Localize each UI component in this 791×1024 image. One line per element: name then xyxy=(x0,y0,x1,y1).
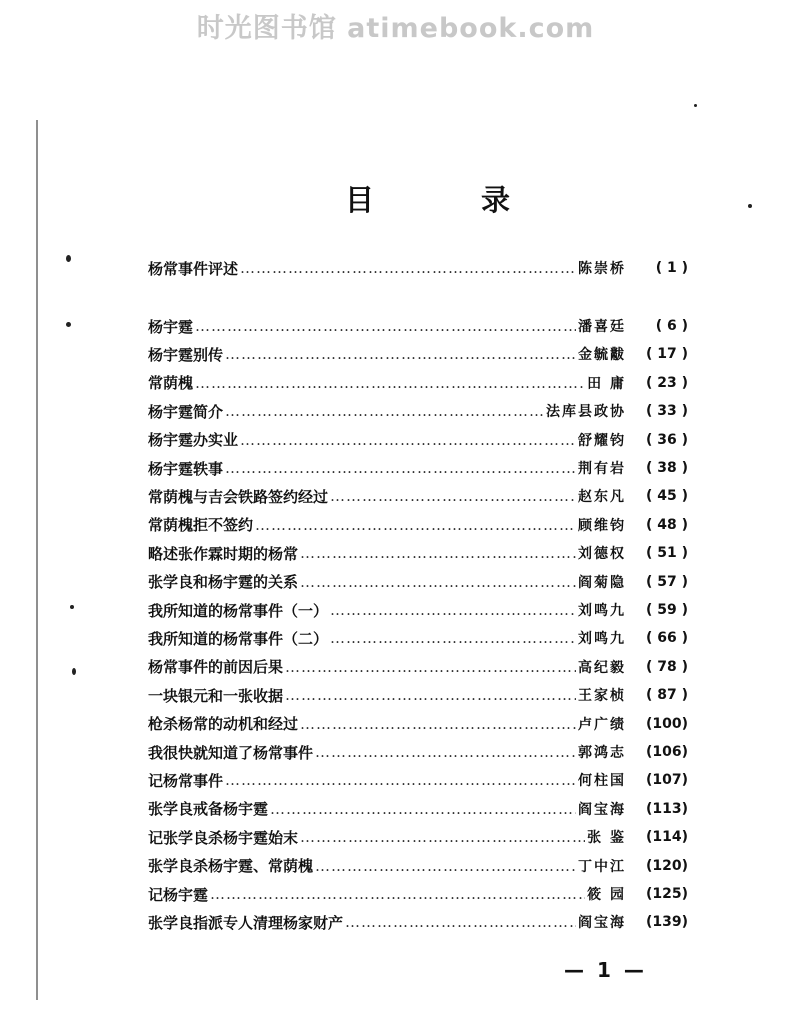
dot-leader xyxy=(210,885,585,903)
toc-entry-title: 我所知道的杨常事件（二） xyxy=(148,629,329,648)
toc-entry-title: 记张学良杀杨宇霆始末 xyxy=(148,828,299,847)
toc-entry-author: 阎宝海 xyxy=(578,915,626,932)
dot-leader xyxy=(255,516,576,534)
toc-entry-author: 筱 园 xyxy=(587,887,626,903)
toc-entry xyxy=(148,256,688,280)
scan-speck xyxy=(72,668,76,675)
toc-entry-title: 杨常事件评述 xyxy=(148,259,239,278)
toc-entry-page: (106) xyxy=(645,744,688,760)
toc-entry-title: 杨宇霆 xyxy=(148,317,194,336)
toc-entry-author: 法库县政协 xyxy=(546,404,626,421)
dot-leader xyxy=(195,374,585,392)
binding-edge-line xyxy=(36,120,38,1000)
toc-entry-title: 常荫槐拒不签约 xyxy=(148,516,254,535)
toc-entry-author: 刘鸣九 xyxy=(578,603,626,619)
toc-entry-title: 杨宇霆办实业 xyxy=(148,431,239,450)
toc-entry-author: 陈崇桥 xyxy=(578,261,626,277)
toc-entry-title: 杨宇霆简介 xyxy=(148,402,224,421)
toc-entry xyxy=(148,712,688,736)
dot-leader xyxy=(285,658,576,676)
toc-entry-author: 张 鉴 xyxy=(587,830,626,847)
toc-entry-page: ( 57 ) xyxy=(645,573,688,590)
toc-entry-title: 记杨宇霆 xyxy=(148,885,209,904)
toc-entry-author: 卢广绩 xyxy=(578,716,626,733)
toc-entry-title: 杨常事件的前因后果 xyxy=(148,658,284,677)
toc-entry-author: 王家桢 xyxy=(578,688,626,705)
toc-entry-title: 一块银元和一张收据 xyxy=(148,686,284,705)
toc-entry-page: ( 33 ) xyxy=(645,403,688,420)
toc-entry-title: 略述张作霖时期的杨常 xyxy=(148,544,299,563)
toc-entry-page: ( 66 ) xyxy=(645,630,688,647)
title-char-2: 录 xyxy=(480,183,510,217)
dot-leader xyxy=(300,544,576,562)
toc-entry-title: 常荫槐 xyxy=(148,374,194,393)
toc-entry xyxy=(148,797,688,821)
toc-entry-author: 荆有岩 xyxy=(578,461,626,477)
toc-entry xyxy=(148,683,688,707)
toc-entry xyxy=(148,541,688,565)
toc-entry xyxy=(148,314,688,338)
toc-entry-author: 刘德权 xyxy=(578,546,626,563)
toc-entry-page: ( 1 ) xyxy=(655,260,688,276)
toc-entry-title: 张学良杀杨宇霆、常荫槐 xyxy=(148,857,314,876)
toc-entry-author: 刘鸣九 xyxy=(578,631,626,648)
toc-entry-page: ( 45 ) xyxy=(645,488,688,505)
dot-leader xyxy=(300,715,576,733)
toc-entry-author: 郭鸿志 xyxy=(578,745,626,761)
toc-entry-title: 记杨常事件 xyxy=(148,771,224,790)
toc-entry-author: 舒耀钧 xyxy=(578,432,626,449)
toc-entry-page: (139) xyxy=(645,914,688,931)
dot-leader xyxy=(225,771,576,789)
toc-entry-page: ( 48 ) xyxy=(645,516,688,533)
toc-entry-page: (113) xyxy=(645,800,688,817)
toc-entry-title: 常荫槐与吉会铁路签约经过 xyxy=(148,487,329,506)
dot-leader xyxy=(240,259,576,277)
toc-entry-title: 张学良戒备杨宇霆 xyxy=(148,800,269,819)
toc-entry-title: 杨宇霆轶事 xyxy=(148,459,224,478)
scan-speck xyxy=(66,255,71,262)
toc-entry xyxy=(148,626,688,650)
dot-leader xyxy=(345,913,576,931)
toc-entry-author: 金毓黻 xyxy=(578,347,626,364)
toc-entry xyxy=(148,456,688,480)
toc-entry-page: ( 78 ) xyxy=(645,658,688,675)
toc-entry xyxy=(148,825,688,849)
toc-entry xyxy=(148,598,688,622)
toc-entry xyxy=(148,484,688,508)
toc-entry-author: 阎菊隐 xyxy=(578,574,626,591)
toc-entry-page: ( 51 ) xyxy=(645,545,688,562)
dot-leader xyxy=(225,402,544,420)
toc-entry-title: 张学良和杨宇霆的关系 xyxy=(148,573,299,592)
dot-leader xyxy=(195,317,576,335)
toc-entry-page: ( 36 ) xyxy=(645,431,688,448)
dot-leader xyxy=(330,629,576,647)
dot-leader xyxy=(240,431,576,449)
toc-entry-title: 杨宇霆别传 xyxy=(148,345,224,364)
toc-entry xyxy=(148,768,688,792)
scan-speck xyxy=(694,104,697,107)
toc-entry-author: 阎宝海 xyxy=(578,801,626,818)
scan-speck xyxy=(66,322,71,327)
toc-entry-page: ( 87 ) xyxy=(645,687,688,704)
toc-entry-page: (125) xyxy=(645,886,688,902)
title-char-1: 目 xyxy=(345,183,375,217)
toc-entry-page: ( 17 ) xyxy=(645,346,688,363)
toc-entry-author: 赵东凡 xyxy=(578,489,626,506)
dot-leader xyxy=(315,743,576,761)
toc-entry-author: 潘喜廷 xyxy=(578,319,626,335)
toc-entry xyxy=(148,882,688,906)
toc-entry xyxy=(148,371,688,395)
toc-entry xyxy=(148,513,688,537)
page-number: — 1 — xyxy=(564,958,647,982)
toc-entry-page: (114) xyxy=(645,829,688,846)
toc-entry xyxy=(148,342,688,366)
toc-entry-page: (100) xyxy=(645,715,688,732)
toc-entry xyxy=(148,428,688,452)
toc-entry-title: 我很快就知道了杨常事件 xyxy=(148,743,314,762)
toc-entry xyxy=(148,854,688,878)
toc-entry-title: 张学良指派专人清理杨家财产 xyxy=(148,913,344,932)
toc-entry-author: 丁中江 xyxy=(578,858,626,875)
scan-speck xyxy=(70,605,74,609)
toc-entry-page: ( 38 ) xyxy=(645,460,688,476)
dot-leader xyxy=(225,345,576,363)
dot-leader xyxy=(270,800,576,818)
dot-leader xyxy=(300,828,585,846)
toc-entry-author: 顾维钧 xyxy=(578,517,626,534)
page-title xyxy=(345,178,510,219)
toc-entry-author: 何柱国 xyxy=(578,773,626,790)
toc-entry-page: (107) xyxy=(645,772,688,789)
dot-leader xyxy=(315,857,576,875)
toc-entry-page: (120) xyxy=(645,857,688,874)
toc-entry xyxy=(148,740,688,764)
toc-entry xyxy=(148,399,688,423)
toc-entry-page: ( 23 ) xyxy=(645,374,688,391)
dot-leader xyxy=(330,601,576,619)
toc-entry xyxy=(148,910,688,934)
watermark: 时光图书馆 atimebook.com xyxy=(196,13,595,44)
toc-entry-title: 我所知道的杨常事件（一） xyxy=(148,601,329,620)
dot-leader xyxy=(300,573,576,591)
dot-leader xyxy=(330,487,576,505)
toc-entry xyxy=(148,570,688,594)
toc-entry-author: 田 庸 xyxy=(587,375,626,392)
toc-entry-title: 枪杀杨常的动机和经过 xyxy=(148,715,299,734)
toc-entry xyxy=(148,655,688,679)
scan-speck xyxy=(748,204,752,208)
dot-leader xyxy=(285,686,576,704)
toc-entry-page: ( 6 ) xyxy=(655,318,688,334)
toc-entry-author: 高纪毅 xyxy=(578,659,626,676)
dot-leader xyxy=(225,459,576,477)
toc-entry-page: ( 59 ) xyxy=(645,602,688,618)
